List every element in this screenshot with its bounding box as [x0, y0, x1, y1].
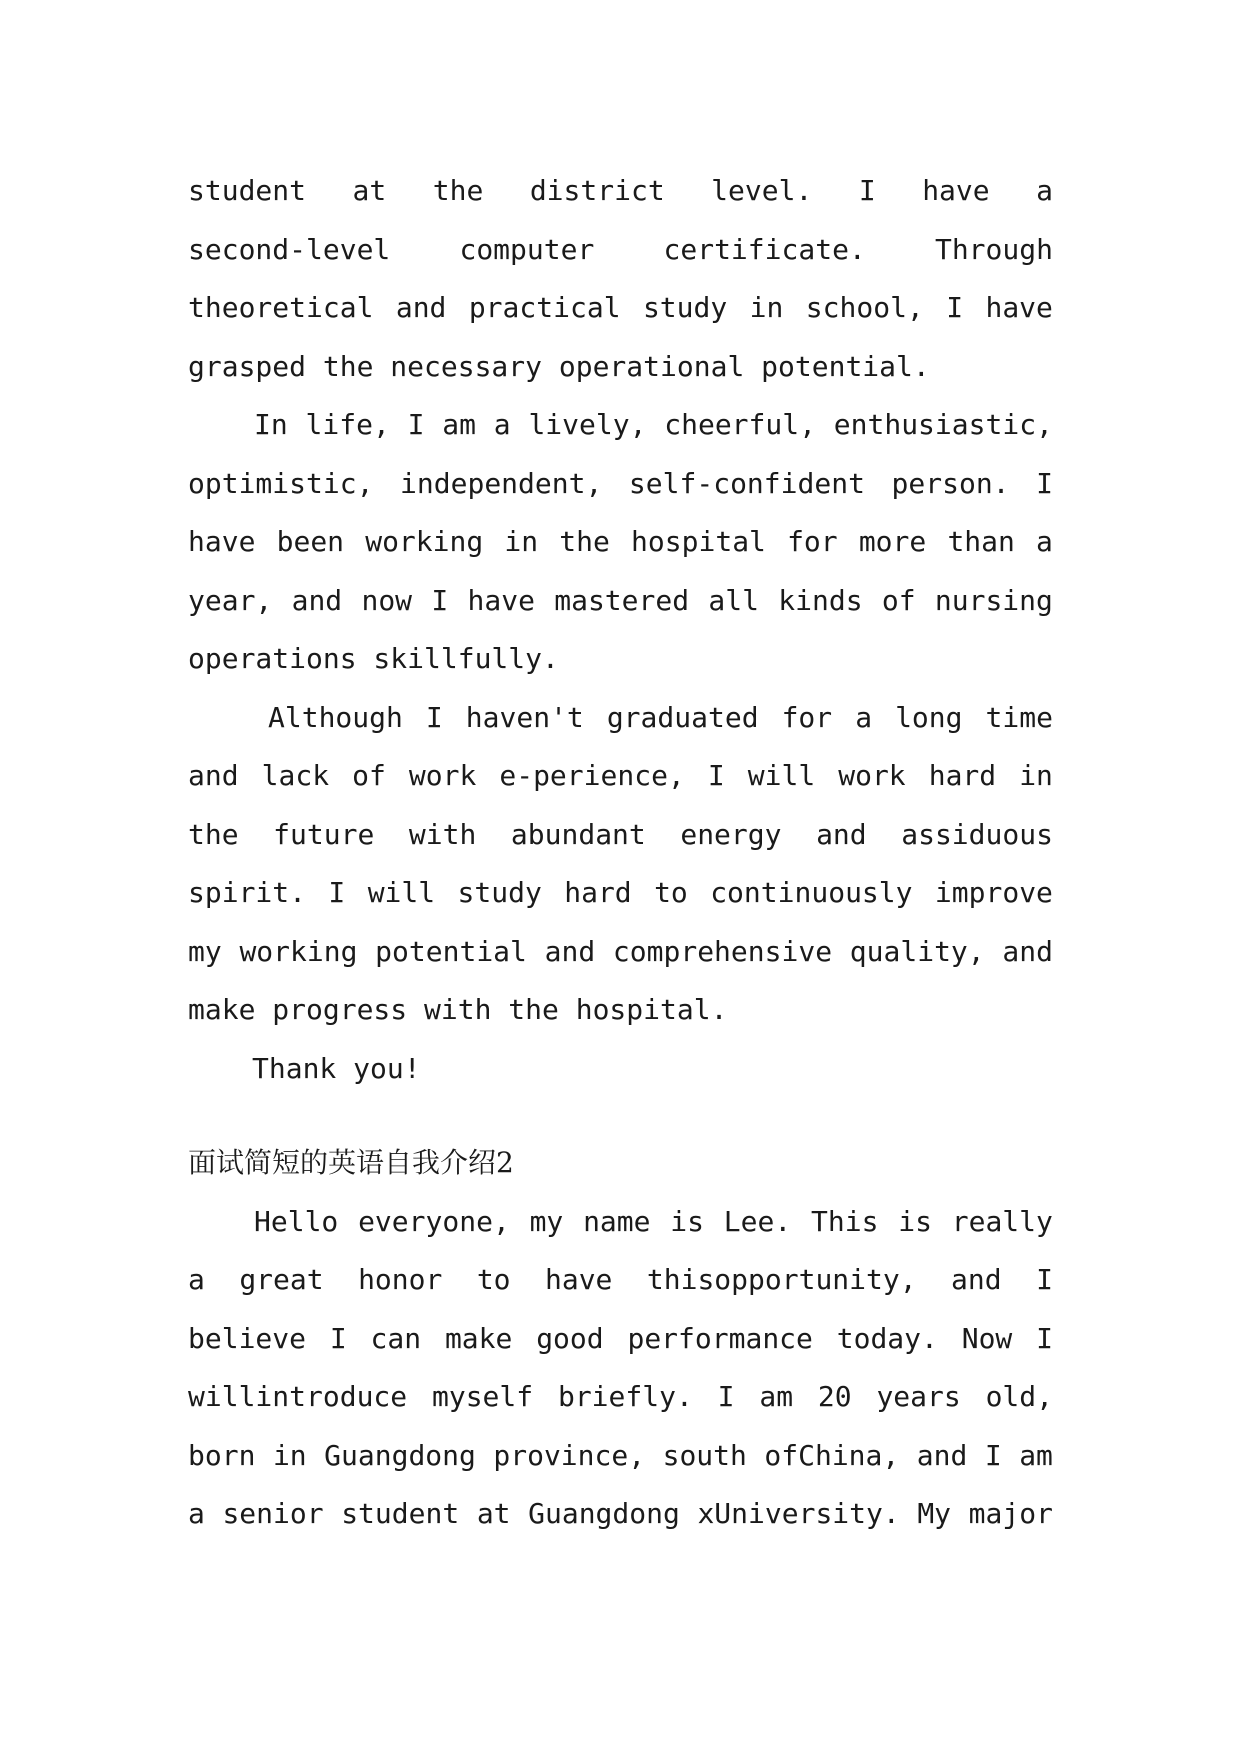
- section-gap: [188, 1098, 1053, 1134]
- word: certificate.: [663, 232, 866, 266]
- word: comprehensive: [612, 934, 833, 968]
- word: thisopportunity,: [646, 1263, 917, 1296]
- word: practical: [468, 291, 621, 324]
- word: major: [968, 1497, 1053, 1530]
- word: graduated: [606, 700, 759, 734]
- word: is: [670, 1204, 705, 1238]
- word: Hello: [254, 1204, 339, 1238]
- word: now: [361, 583, 413, 617]
- word: I: [1036, 1321, 1053, 1355]
- word: and: [1002, 934, 1053, 968]
- word: independent,: [400, 466, 603, 500]
- word: cheerful,: [664, 408, 816, 441]
- word: working: [365, 525, 484, 558]
- word: nursing: [934, 583, 1053, 617]
- word: all: [708, 583, 759, 617]
- word: province,: [493, 1438, 646, 1472]
- word: working: [239, 934, 358, 968]
- word: born: [188, 1438, 256, 1472]
- word: I: [707, 759, 725, 792]
- word: school,: [805, 291, 924, 324]
- paragraph-line: [188, 1427, 1053, 1486]
- word: lack: [261, 759, 330, 792]
- word: my: [529, 1204, 564, 1238]
- word: 20: [817, 1380, 852, 1413]
- paragraph-line: [188, 864, 1053, 923]
- word: I: [1036, 1263, 1053, 1296]
- word: study: [642, 291, 728, 324]
- word: my: [188, 934, 222, 968]
- paragraph-line: [188, 1310, 1053, 1369]
- word: and: [816, 817, 867, 851]
- word: Lee.: [723, 1204, 792, 1238]
- word: second-level: [188, 232, 391, 266]
- word: more: [858, 525, 927, 558]
- word: and: [395, 291, 447, 324]
- word: year,: [188, 583, 273, 617]
- paragraph-line: [188, 221, 1053, 280]
- word: good: [536, 1321, 604, 1355]
- word: willintroduce: [188, 1380, 408, 1413]
- word: I: [946, 291, 964, 324]
- word: and: [291, 583, 343, 617]
- word: myself: [431, 1380, 534, 1413]
- word: student: [341, 1497, 460, 1530]
- word: self-confident: [628, 466, 865, 500]
- word: have: [467, 583, 535, 617]
- word: theoretical: [188, 291, 374, 324]
- paragraph-line: [188, 806, 1053, 865]
- word: hard: [928, 759, 997, 792]
- word: for: [781, 700, 833, 734]
- word: computer: [459, 232, 595, 266]
- word: everyone,: [358, 1204, 510, 1238]
- word: assiduous: [901, 817, 1053, 851]
- word: optimistic,: [188, 466, 374, 500]
- word: make: [444, 1321, 513, 1355]
- word: person.: [891, 466, 1010, 500]
- paragraph-line: [188, 513, 1053, 572]
- word: to: [476, 1263, 511, 1296]
- word: My: [917, 1497, 952, 1530]
- paragraph-line: [188, 1368, 1053, 1427]
- section-heading: 面试简短的英语自我介绍2: [188, 1146, 514, 1179]
- word: In: [254, 408, 288, 441]
- word: have: [922, 174, 990, 207]
- word: at: [476, 1497, 511, 1530]
- word: honor: [358, 1263, 443, 1296]
- word: district: [529, 174, 665, 207]
- word: student: [188, 174, 307, 207]
- word: in: [1019, 759, 1053, 792]
- paragraph-line: [188, 1485, 1053, 1544]
- word: years: [876, 1380, 961, 1413]
- paragraph-line: [188, 689, 1053, 748]
- word: performance: [627, 1321, 813, 1355]
- word: hospital: [631, 525, 766, 558]
- word: enthusiastic,: [833, 408, 1053, 441]
- paragraph-line: grasped the necessary operational potential.: [188, 349, 930, 383]
- word: I: [425, 700, 443, 734]
- paragraph-line: [188, 747, 1053, 806]
- word: spirit.: [188, 876, 307, 909]
- word: hard: [564, 876, 632, 909]
- word: Guangdong: [324, 1438, 476, 1472]
- word: the: [188, 817, 239, 851]
- word: Although: [268, 700, 403, 734]
- word: have: [985, 291, 1053, 324]
- paragraph-line: [188, 572, 1053, 631]
- word: and: [916, 1438, 968, 1472]
- word: I: [431, 583, 449, 617]
- paragraph-line: make progress with the hospital.: [188, 993, 728, 1026]
- word: will: [367, 876, 436, 909]
- word: senior: [222, 1497, 324, 1530]
- word: Guangdong: [528, 1497, 680, 1530]
- word: old,: [985, 1380, 1053, 1413]
- word: great: [239, 1263, 324, 1296]
- paragraph-line: [188, 923, 1053, 982]
- word: I: [1036, 466, 1053, 500]
- word: is: [898, 1204, 932, 1238]
- word: am: [759, 1380, 794, 1413]
- word: and: [544, 934, 596, 968]
- word: a: [493, 408, 511, 441]
- word: am: [442, 408, 476, 441]
- word: ofChina,: [764, 1438, 900, 1472]
- word: a: [1036, 174, 1053, 207]
- word: quality,: [849, 934, 985, 968]
- word: briefly.: [557, 1380, 693, 1413]
- word: in: [272, 1438, 307, 1472]
- document-body: [188, 162, 1053, 1544]
- word: have: [188, 525, 256, 558]
- word: in: [749, 291, 784, 324]
- word: the: [432, 174, 484, 207]
- word: south: [662, 1438, 747, 1472]
- word: a: [855, 700, 873, 734]
- closing-line: Thank you!: [252, 1051, 421, 1085]
- paragraph-line: [188, 455, 1053, 514]
- word: work: [838, 759, 906, 792]
- word: name: [583, 1204, 651, 1238]
- word: will: [747, 759, 816, 792]
- word: life,: [305, 408, 390, 441]
- word: of: [881, 583, 916, 617]
- word: I: [328, 876, 346, 909]
- word: Now: [961, 1321, 1013, 1355]
- word: lively,: [528, 408, 647, 441]
- word: mastered: [554, 583, 690, 617]
- word: to: [654, 876, 688, 909]
- word: level.: [711, 174, 813, 207]
- word: been: [276, 525, 345, 558]
- word: kinds: [778, 583, 863, 617]
- word: a: [1036, 525, 1053, 558]
- word: work: [408, 759, 477, 792]
- word: I: [858, 174, 876, 207]
- word: and: [188, 759, 239, 792]
- paragraph-line: [188, 396, 1053, 455]
- word: a: [188, 1497, 205, 1530]
- word: for: [787, 525, 838, 558]
- word: e-perience,: [499, 759, 685, 792]
- word: I: [407, 408, 425, 441]
- word: xUniversity.: [697, 1497, 900, 1530]
- word: potential: [375, 934, 527, 968]
- word: I: [717, 1380, 735, 1413]
- word: time: [985, 700, 1053, 734]
- word: improve: [934, 876, 1053, 909]
- word: really: [951, 1204, 1053, 1238]
- word: believe: [188, 1321, 307, 1355]
- word: I: [329, 1321, 347, 1355]
- paragraph-line: [188, 162, 1053, 221]
- word: today.: [836, 1321, 938, 1355]
- word: continuously: [710, 876, 913, 909]
- paragraph-line: operations skillfully.: [188, 642, 559, 675]
- word: haven't: [465, 700, 584, 734]
- word: am: [1019, 1438, 1053, 1472]
- word: can: [370, 1321, 422, 1355]
- word: of: [352, 759, 386, 792]
- word: future: [273, 817, 375, 851]
- word: at: [352, 174, 387, 207]
- word: This: [811, 1204, 879, 1238]
- word: energy: [680, 817, 782, 851]
- paragraph-line: [188, 1193, 1053, 1252]
- word: with: [408, 817, 477, 851]
- word: long: [895, 700, 963, 734]
- word: a: [188, 1263, 205, 1296]
- word: abundant: [510, 817, 646, 851]
- word: Through: [934, 232, 1053, 266]
- paragraph-line: [188, 1251, 1053, 1310]
- paragraph-line: [188, 279, 1053, 338]
- word: the: [559, 525, 610, 558]
- word: in: [504, 525, 539, 558]
- word: than: [947, 525, 1015, 558]
- word: have: [544, 1263, 613, 1296]
- word: I: [984, 1438, 1002, 1472]
- word: study: [457, 876, 542, 909]
- word: and: [951, 1263, 1002, 1296]
